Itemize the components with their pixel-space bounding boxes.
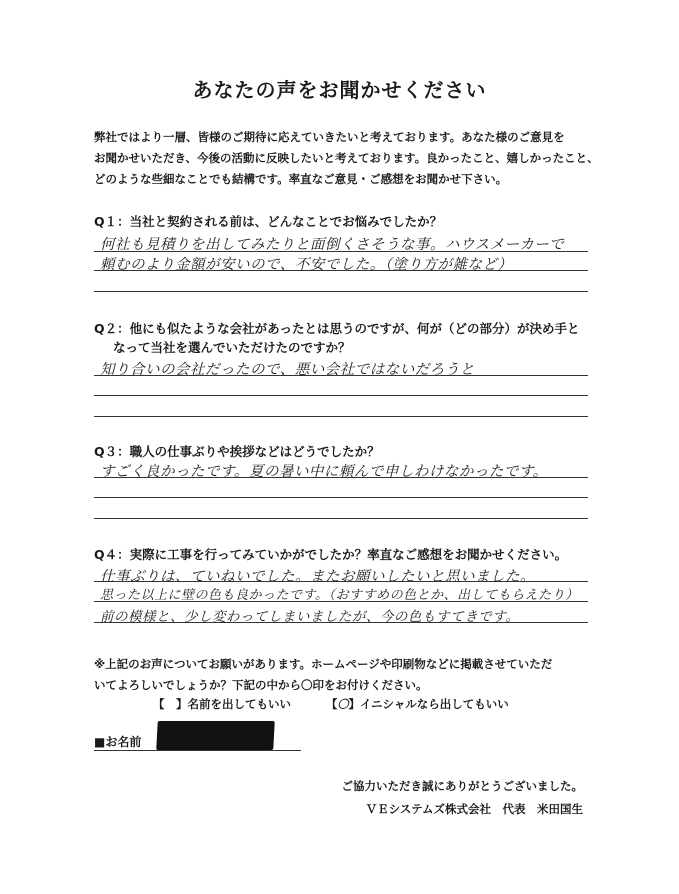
answer-rule xyxy=(94,395,588,396)
answer-rule xyxy=(94,518,588,519)
answer-rule xyxy=(94,477,588,478)
intro-text xyxy=(94,127,614,190)
answer-rule xyxy=(94,270,588,271)
thanks-text: ご協力いただき誠にありがとうございました。 xyxy=(341,779,583,793)
answer-rule xyxy=(94,622,588,623)
answer-rule xyxy=(94,291,588,292)
company-signature: ＶＥシステムズ株式会社 代表 米田国生 xyxy=(365,802,583,816)
redacted-name xyxy=(156,721,275,750)
q4-answer-line: 仕事ぶりは、ていねいでした。またお願いしたいと思いました。 xyxy=(100,569,535,585)
option-full-name[interactable]: 【 】名前を出してもいい xyxy=(153,697,291,711)
option-initials[interactable] xyxy=(326,696,509,712)
answer-rule xyxy=(94,375,588,376)
q2-question: Q２：他にも似たような会社があったとは思うのですが、何が（どの部分）が決め手と xyxy=(94,321,580,336)
option-bracket-open: 【 xyxy=(326,697,338,711)
answer-rule xyxy=(94,251,588,252)
answer-rule xyxy=(94,601,588,602)
intro-line: 弊社ではより一層、皆様のご期待に応えていきたいと考えております。あなた様のご意見を xyxy=(94,130,565,144)
answer-rule xyxy=(94,581,588,582)
answer-rule xyxy=(94,416,588,417)
circle-mark-icon: 〇 xyxy=(337,698,349,711)
page-title: あなたの声をお聞かせください xyxy=(192,78,487,102)
q2-question-cont: なって当社を選んでいただけたのですか？ xyxy=(113,340,351,355)
q4-question: Q４：実際に工事を行ってみていかがでしたか？率直なご感想をお聞かせください。 xyxy=(94,547,568,562)
q2-answer-line: 知り合いの会社だったので、悪い会社ではないだろうと xyxy=(100,362,475,378)
note-line: いてよろしいでしょうか？下記の中から〇印をお付けください。 xyxy=(94,678,428,692)
q1-answer-line: 頼むのより金額が安いので、不安でした。（塗り方が雑など） xyxy=(100,257,513,273)
q3-question: Q３：職人の仕事ぶりや挨拶などはどうでしたか？ xyxy=(94,444,380,459)
intro-line: お聞かせいただき、今後の活動に反映したいと考えております。良かったこと、嬉しかったこと、 xyxy=(94,151,599,165)
name-label: ■お名前 xyxy=(94,735,142,749)
name-rule xyxy=(94,750,301,751)
intro-line: どのような些細なことでも結構です。率直なご意見・ご感想をお聞かせ下さい。 xyxy=(94,172,508,186)
q3-answer-line: すごく良かったです。夏の暑い中に頼んで申しわけなかったです。 xyxy=(100,464,548,480)
note-line: ※上記のお声についてお願いがあります。ホームページや印刷物などに掲載させていただ xyxy=(94,657,553,671)
q4-answer-line: 前の模様と、少し変わってしまいましたが、今の色もすてきです。 xyxy=(100,609,520,625)
q4-answer-line: 思った以上に壁の色も良かったです。（おすすめの色とか、出してもらえたり） xyxy=(100,588,579,603)
q1-answer-line: 何社も見積りを出してみたりと面倒くさそうな事。ハウスメーカーで xyxy=(100,237,565,253)
publication-note xyxy=(94,654,614,696)
q1-question: Q１：当社と契約される前は、どんなことでお悩みでしたか？ xyxy=(94,214,443,229)
answer-rule xyxy=(94,497,588,498)
option-label: 】イニシャルなら出してもいい xyxy=(348,697,509,711)
